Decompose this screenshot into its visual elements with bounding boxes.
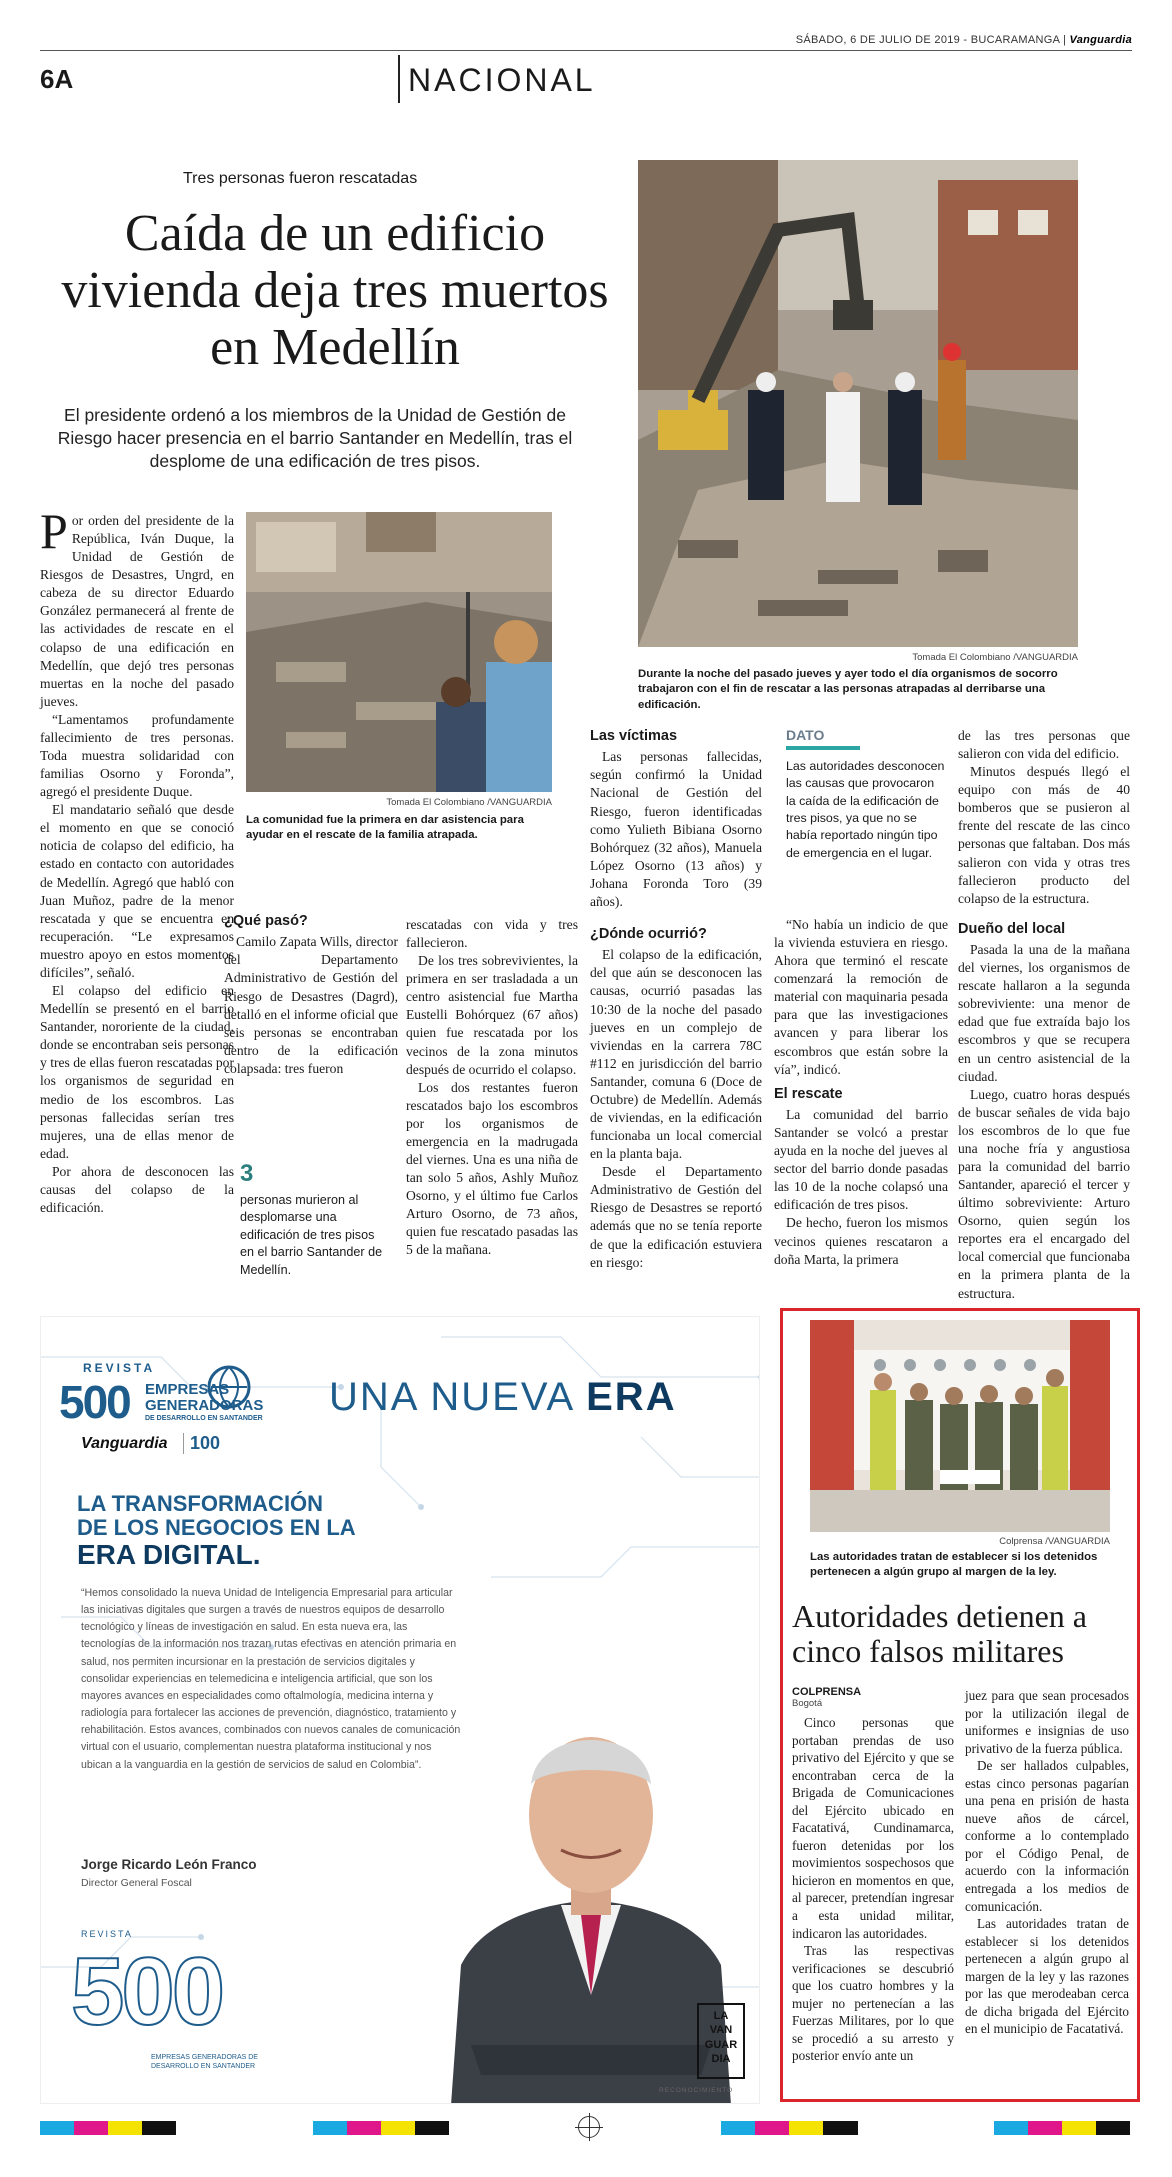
section-title: NACIONAL: [408, 62, 596, 98]
paragraph: Cinco personas que portaban prendas de uso privativo del Ejército y que se encontraban cerca de la Brigada de Comunicaciones del Ejército ubicado en Facatativá, Cundinamarca, fueron detenidas por los movimientos sospechosos que hicieron en momentos en que, al parecer, pretendían ingresar a esta unidad militar, indicaron las autoridades.: [792, 1715, 954, 1941]
paragraph: Minutos después llegó el equipo con más de 40 bomberos que se pusieron al frente del rescate de las cinco personas que faltaban. Dos más salieron con vida y otras tres fallecieron producto del colapso de la estructura.: [958, 764, 1130, 906]
ad-reconocimiento: RECONOCIMIENTO: [659, 2087, 734, 2094]
ad-quote: “Hemos consolidado la nueva Unidad de Inteligencia Empresarial para articular las iniciativas digitales que surgen a través de nuestros equipos de desarrollo tecnológico y líneas de investigación en salud. En esta nueva era, las tecnologías de la información nos trazan rutas efectivas en atención primaria en salud, nos permiten incursionar en la prestación de servicios digitales y consolidar experiencias en telemedicina e inteligencia artificial, que son los mayores avances en especialidades como oftalmología, medicina interna y radiología para fortalecer las acciones de prevención, diagnóstico, tratamiento y rehabilitación. Estos avances, combinados con nuevos canales de comunicación virtual con el usuario, complementan nuestra plataforma institucional y nos ubican a la vanguardia en la gestión de servicios de salud en Colombia”.: [81, 1587, 461, 1771]
paragraph: El colapso del edificio en Medellín se presentó en el barrio Santander, nororiente de la ciudad, donde se encontraban seis personas y tres de ellas fueron rescatadas por los organismos de seguridad en medio de los escombros. Las personas fallecidas serían tres mujeres, una de ellas menor de edad.: [40, 983, 235, 1161]
ad-bottom-sub: EMPRESAS GENERADORAS DE DESARROLLO EN SANTANDER: [151, 2054, 258, 2071]
ad-generadoras: GENERADORAS: [145, 1397, 264, 1414]
paragraph: Por ahora de desconocen las causas del colapso de la edificación.: [40, 1163, 234, 1215]
paragraph: Desde el Departamento Administrativo de Gestión del Riesgo de Desastres se reportó además que no se tenía reporte de que la edificación estuviera en riesgo:: [590, 1164, 762, 1270]
side-photo-caption: Las autoridades tratan de establecer si los detenidos pertenecen a algún grupo al margen de la ley.: [810, 1551, 1098, 1579]
rescue-photo-large: [638, 160, 1078, 647]
dato-accent-bar: [786, 746, 860, 750]
paragraph: La comunidad del barrio Santander se volcó a prestar ayuda en la noche del jueves al sector del barrio donde pasadas las 10 de la noche colapsó una edificación de tres pisos.: [774, 1106, 948, 1213]
globe-icon: [207, 1365, 251, 1409]
article-column-5: [774, 916, 948, 1269]
community-photo: [246, 512, 552, 792]
registration-mark-icon: [578, 2116, 600, 2138]
photo-caption-large: Durante la noche del pasado jueves y ayer todo el día organismos de socorro trabajaron con el fin de rescatar a las personas atrapadas al derribarse una edificación.: [638, 668, 1058, 711]
ad-revista-small: REVISTA: [81, 1929, 133, 1939]
photo-caption-small: La comunidad fue la primera en dar asistencia para ayudar en el rescate de la familia atrapada.: [246, 814, 524, 842]
paragraph: Las personas fallecidas, según confirmó la Unidad Nacional de Gestión del Riesgo, fueron identificadas como Yulieth Bibiana Osorno Bohórquez (32 años), Manuela López Osorno (13 años) y Johana Foronda Toro (39 años).: [590, 749, 762, 909]
article-column-4: [590, 727, 762, 1272]
paragraph: rescatadas con vida y tres fallecieron.: [406, 917, 578, 951]
lead-paragraph: El presidente ordenó a los miembros de la Unidad de Gestión de Riesgo hacer presencia en el barrio Santander en Medellín, tras el desplome de una edificación de tres pisos.: [57, 405, 573, 471]
detainees-scene-image: [810, 1320, 1110, 1532]
paragraph: Por orden del presidente de la República, Iván Duque, la Unidad de Gestión de Riesgos de Desastres, Ungrd, en cabeza de su director Eduardo González permanecerá al frente de las actividades de rescate en el colapso de una edificación en Medellín, que dejó tres personas muertas en la noche del pasado jueves.: [40, 503, 234, 709]
highlighted-article-box: [780, 1308, 1140, 2102]
article-column-6: [958, 727, 1130, 1303]
side-column-2: [965, 1687, 1129, 2038]
dateline: SÁBADO, 6 DE JULIO DE 2019 - BUCARAMANGA | Vanguardia: [795, 34, 1132, 46]
byline-agency: COLPRENSA: [792, 1686, 862, 1698]
subheading: Dueño del local: [958, 920, 1066, 937]
executive-portrait: [441, 1665, 741, 2104]
stat-number: 3: [240, 1160, 254, 1187]
article-column-2: [224, 912, 398, 1078]
photo-credit-large: Tomada El Colombiano /VANGUARDIA: [912, 652, 1078, 663]
side-column-1: [792, 1714, 954, 2065]
paragraph: Las autoridades tratan de establecer si los detenidos pertenecen a algún grupo al margen de la ley y las razones por las que merodeaban cerca de dicha brigada del Ejército en el municipio de Facatativá.: [965, 1916, 1129, 2037]
dato-text: Las autoridades desconocen las causas que provocaron la caída de la edificación de tres pisos, ya que no se había reportado ningún tipo de emergencia en el lugar.: [786, 759, 945, 860]
section-divider: [398, 55, 400, 103]
ad-person-title: Director General Foscal: [81, 1877, 192, 1889]
subheading: Las víctimas: [590, 728, 678, 744]
community-scene-image: [246, 512, 552, 792]
paragraph: juez para que sean procesados por la utilización ilegal de uniformes e insignias de uso privativo de la fuerza pública.: [965, 1688, 1129, 1756]
advertisement[interactable]: [40, 1316, 760, 2104]
paragraph: De hecho, fueron los mismos vecinos quienes rescataron a doña Marta, la primera: [774, 1215, 948, 1267]
headline: Caída de un edificio vivienda deja tres muertos en Medellín: [61, 205, 609, 377]
ad-transform-3: ERA DIGITAL.: [77, 1539, 261, 1570]
paragraph: De ser hallados culpables, estas cinco personas pagarían una pena en prisión de hasta nueve años de cárcel, conforme a lo contemplado por el Código Penal, de acuerdo con la información entregada a los medios de comunicación.: [965, 1758, 1129, 1914]
paragraph: “No había un indicio de que la vivienda estuviera en riesgo. Ahora que terminó el rescate comenzará la remoción de material con maquinaria pesada para que las investigaciones avancen y para liberar los escombros que están sobre la vía”, indicó.: [774, 917, 948, 1077]
ad-transform-2: DE LOS NEGOCIOS EN LA: [77, 1515, 356, 1540]
ad-de-desarrollo: DE DESARROLLO EN SANTANDER: [145, 1415, 263, 1422]
ad-revista-label: REVISTA: [83, 1361, 156, 1375]
paragraph: Los dos restantes fueron rescatados bajo los escombros por los organismos de emergencia en la madrugada del viernes. Una es una niña de tan solo 5 años, Ashly Muñoz Osorno, y el último fue Carlos Arturo Osorno, de 73 años, quien fue rescatado pasadas las 5 de la mañana.: [406, 1079, 578, 1258]
side-photo-credit: Colprensa /VANGUARDIA: [999, 1536, 1110, 1547]
photo-credit-small: Tomada El Colombiano /VANGUARDIA: [386, 797, 552, 808]
ad-500-logo: 500: [59, 1376, 130, 1428]
side-headline: Autoridades detienen a cinco falsos militares: [792, 1598, 1087, 1669]
byline-city: Bogotá: [792, 1698, 823, 1709]
paragraph: “Lamentamos profundamente fallecimiento de tres personas. Toda muestra solidaridad con familias Osorno y Foronda”, agregó el presidente Duque.: [40, 711, 234, 800]
article-column-3: [406, 916, 578, 1259]
subheading: ¿Qué pasó?: [224, 913, 308, 929]
paragraph: Tras las respectivas verificaciones se descubrió que los cuatro hombres y la mujer no pertenecían a las Fuerzas Militares, por lo que se procedió a su arresto y posterior envío ante un: [792, 1943, 954, 2064]
paragraph: Luego, cuatro horas después de buscar señales de vida bajo los escombros de lo que fue una noche fría y angustiosa para la comunidad del barrio Santander, apareció el tercer y último sobreviviente: Arturo Osorno, quien según los reportes era el encargado del local comercial que funcionaba en la primera planta de la estructura.: [958, 1086, 1130, 1301]
paragraph: De los tres sobrevivientes, la primera en ser trasladada a un centro asistencial fue Martha Eustelli Bohórquez (67 años) quien fue rescatada por los vecinos de la zona minutos después de ocurrido el colapso.: [406, 953, 578, 1077]
rubble-scene-image: [638, 160, 1078, 647]
ad-nueva-era-1: UNA NUEVA: [329, 1375, 573, 1419]
subheading: ¿Dónde ocurrió?: [590, 925, 707, 942]
side-byline: [792, 1686, 861, 1709]
ad-logo-text: LA VAN GUAR DIA: [704, 2010, 738, 2065]
article-column-1: [40, 503, 235, 1217]
ad-empresas: EMPRESAS: [145, 1381, 230, 1398]
paragraph: Pasada la una de la mañana del viernes, los organismos de rescate hallaron a la segunda sobreviviente: una menor de edad que fue extraída bajo los escombros y que se recupera en un centro asistencial de la ciudad.: [958, 942, 1130, 1084]
subheading: El rescate: [774, 1085, 843, 1102]
page-number: 6A: [40, 64, 74, 94]
ad-person-name: Jorge Ricardo León Franco: [81, 1857, 257, 1872]
paragraph: El mandatario señaló que desde el momento en que se conoció noticia de colapso del edificio, ha estado en contacto con autoridades de Medellín. Agregó que habló con Juan Muñoz, padre de la menor rescatada y que se encuentra en recuperación. “Le expresamos muestro apoyo en estos momentos difíciles”, señaló.: [40, 802, 234, 980]
dato-label: DATO: [786, 727, 825, 743]
stat-text: personas murieron al desplomarse una edificación de tres pisos en el barrio Santander de Medellín.: [240, 1193, 383, 1277]
ad-logo-box: [697, 2003, 745, 2079]
ad-500-bottom: 500: [71, 1938, 223, 2045]
kicker: Tres personas fueron rescatadas: [183, 170, 418, 187]
detainees-photo: [810, 1320, 1110, 1532]
ad-100-logo: 100: [183, 1433, 220, 1454]
paragraph: de las tres personas que salieron con vida del edificio.: [958, 728, 1130, 762]
paragraph: El colapso de la edificación, del que aún se desconocen las causas, ocurrió pasadas las 10:30 de la noche del pasado jueves en un complejo de viviendas en la carrera 78C #112 en jurisdicción del barrio Santander, comuna 6 (Doce de Octubre) de Medellín. Además de viviendas, en la edificación funcionaba un local comercial en la planta baja.: [590, 947, 762, 1162]
ad-nueva-era-2: ERA: [586, 1375, 677, 1419]
ad-vanguardia-logo: Vanguardia: [81, 1435, 168, 1452]
dato-box: [786, 727, 946, 862]
header-rule: [40, 50, 1132, 51]
ad-nueva-era: [329, 1375, 677, 1420]
ad-transform-1: LA TRANSFORMACIÓN: [77, 1491, 324, 1516]
paragraph: Camilo Zapata Wills, director del Departamento Administrativo de Gestión del Riesgo de Desastres (Dagrd), detalló en el informe oficial que seis personas se encontraban dentro de la edificación colapsada: tres fueron: [224, 934, 399, 1076]
